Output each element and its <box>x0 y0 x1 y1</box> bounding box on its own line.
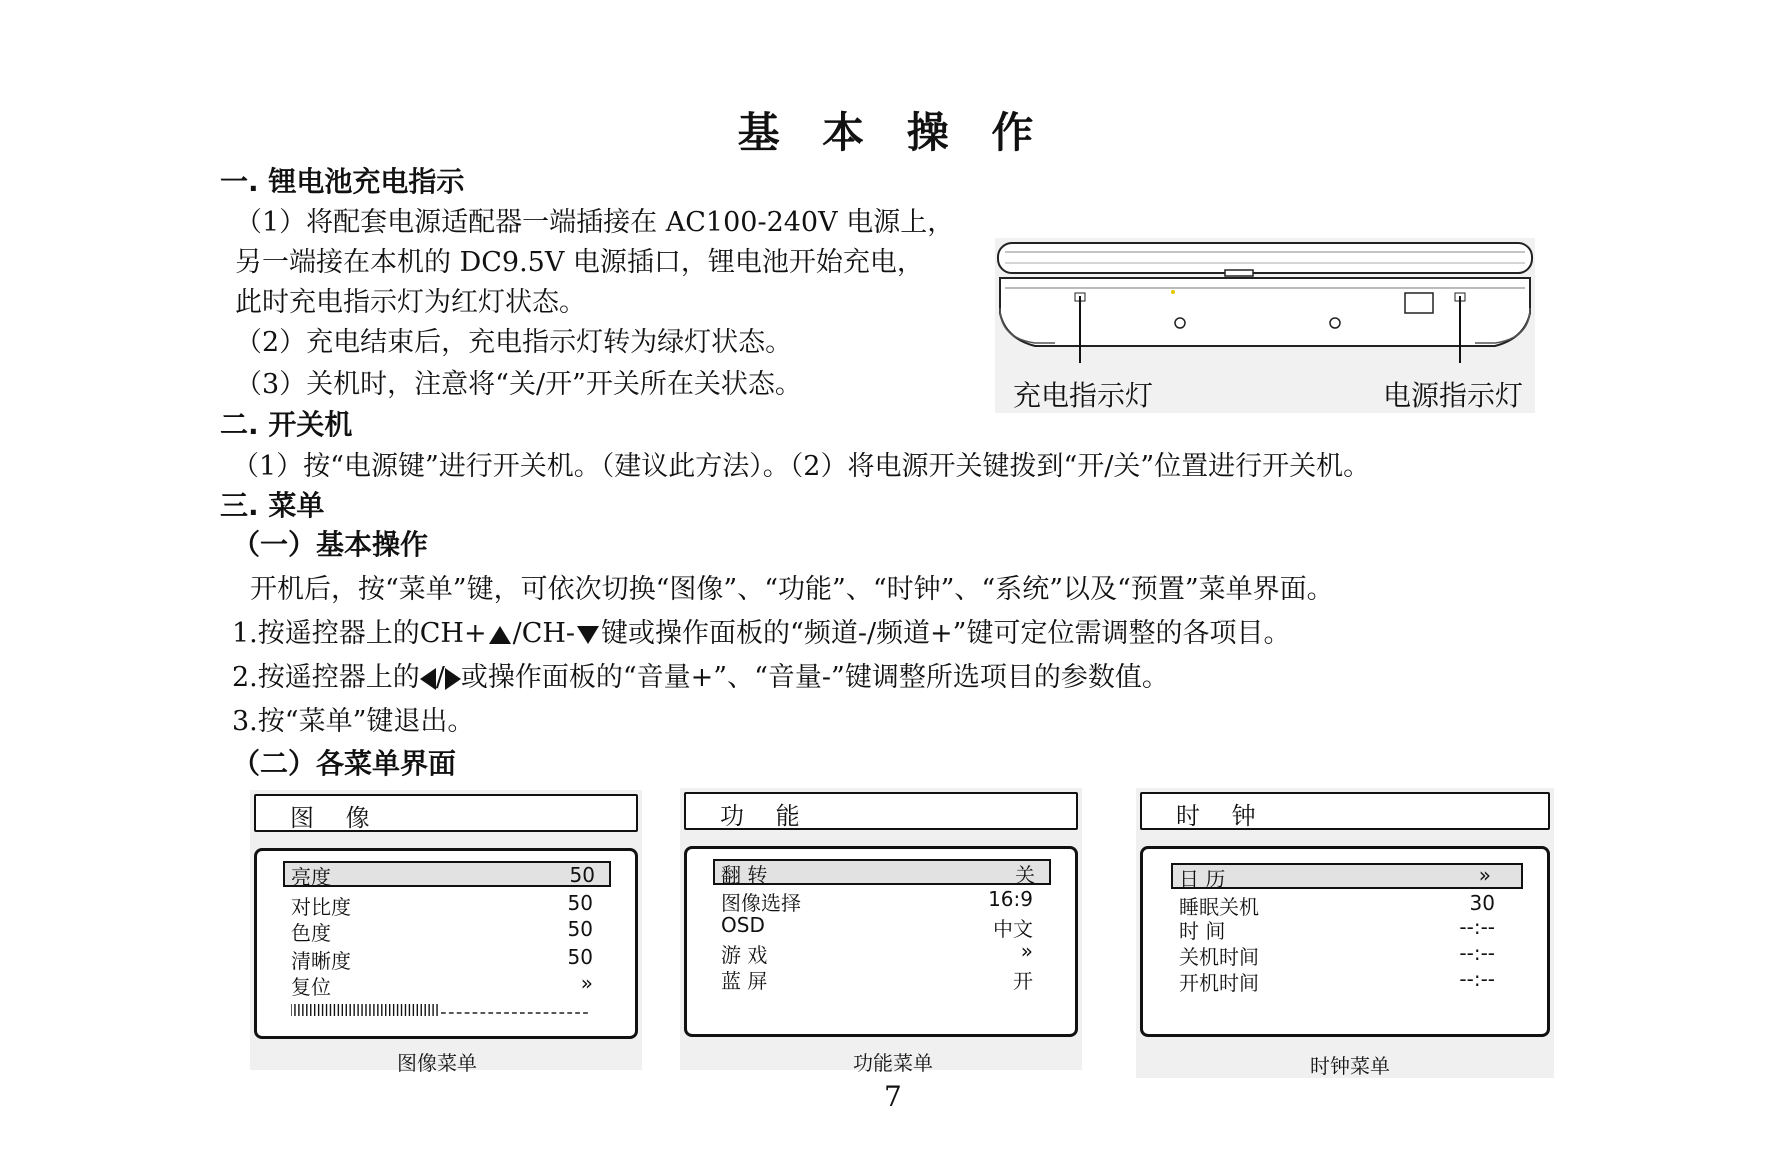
menu-row-value: 中文 <box>993 917 1033 941</box>
level-bar <box>291 1003 601 1017</box>
menu-row-value: 50 <box>569 863 595 887</box>
step-text: 或操作面板的“音量+”、“音量-”键调整所选项目的参数值。 <box>460 662 1169 693</box>
paragraph-line: 开机后，按“菜单”键，可依次切换“图像”、“功能”、“时钟”、“系统”以及“预置”菜单界面。 <box>250 574 1334 605</box>
menu-row-label: 开机时间 <box>1179 971 1259 995</box>
menu-row[interactable] <box>721 887 1033 915</box>
step-3: 3.按“菜单”键退出。 <box>232 706 475 737</box>
menu-header <box>1140 792 1550 830</box>
step-text: /CH- <box>512 618 576 649</box>
menu-row[interactable] <box>1179 891 1495 919</box>
section-heading-battery: 一. 锂电池充电指示 <box>220 165 465 198</box>
menu-row-value: --:-- <box>1459 915 1495 939</box>
menu-row-value: » <box>1020 939 1033 963</box>
menu-row-value: » <box>1478 863 1491 887</box>
image-menu-caption: 图像菜单 <box>397 1051 477 1075</box>
menu-row[interactable] <box>291 971 593 999</box>
menu-header-title: 图 像 <box>290 804 382 832</box>
menu-row-label: OSD <box>721 913 765 937</box>
menu-header <box>254 794 638 832</box>
menu-row-label: 色度 <box>291 921 331 945</box>
function-menu <box>680 788 1082 1070</box>
paragraph-line: 另一端接在本机的 DC9.5V 电源插口，锂电池开始充电， <box>235 247 924 278</box>
step-text: / <box>435 662 445 693</box>
menu-row-value: 关 <box>1015 863 1035 887</box>
menu-header-title: 功 能 <box>720 802 812 830</box>
menu-row[interactable] <box>1179 941 1495 969</box>
menu-row-label: 清晰度 <box>291 949 351 973</box>
paragraph-line: （3）关机时，注意将“关/开”开关所在关状态。 <box>235 369 802 400</box>
menu-row-value: » <box>580 971 593 995</box>
step-text: 2.按遥控器上的 <box>232 662 420 693</box>
menu-row[interactable] <box>291 917 593 945</box>
menu-row-label: 日 历 <box>1179 867 1226 891</box>
subsection-menu-screens: （二）各菜单界面 <box>232 747 457 780</box>
menu-row-label: 复位 <box>291 975 331 999</box>
menu-row-value: 16:9 <box>988 887 1033 911</box>
power-indicator-label: 电源指示灯 <box>1383 379 1524 412</box>
menu-header <box>684 792 1078 830</box>
step-text: 键或操作面板的“频道-/频道+”键可定位需调整的各项目。 <box>601 618 1291 649</box>
menu-row[interactable] <box>721 939 1033 967</box>
paragraph-line: （2）充电结束后，充电指示灯转为绿灯状态。 <box>235 327 793 358</box>
section-heading-menu: 三. 菜单 <box>220 489 325 522</box>
menu-row-label: 图像选择 <box>721 891 801 915</box>
step-2 <box>232 655 1169 694</box>
paragraph-line: 此时充电指示灯为红灯状态。 <box>235 287 586 318</box>
menu-row-label: 关机时间 <box>1179 945 1259 969</box>
triangle-down-icon <box>577 626 599 644</box>
triangle-up-icon <box>489 626 511 644</box>
section-heading-power: 二. 开关机 <box>220 408 353 441</box>
charge-indicator-label: 充电指示灯 <box>1013 379 1154 412</box>
menu-row-value: 50 <box>567 945 593 969</box>
menu-row-label: 对比度 <box>291 895 351 919</box>
menu-row-label: 亮度 <box>291 865 331 889</box>
menu-row-selected[interactable] <box>283 861 611 887</box>
menu-row-label: 时 间 <box>1179 919 1226 943</box>
clock-menu-caption: 时钟菜单 <box>1310 1054 1390 1078</box>
menu-row[interactable] <box>1179 915 1495 943</box>
menu-body <box>684 846 1078 1037</box>
menu-row-selected[interactable] <box>713 859 1051 885</box>
menu-row[interactable] <box>291 945 593 973</box>
function-menu-caption: 功能菜单 <box>853 1051 933 1075</box>
menu-row[interactable] <box>291 891 593 919</box>
menu-row-value: --:-- <box>1459 967 1495 991</box>
image-menu <box>250 790 642 1070</box>
step-1 <box>232 611 1290 650</box>
step-text: 1.按遥控器上的CH+ <box>232 618 487 649</box>
menu-row-value: --:-- <box>1459 941 1495 965</box>
menu-row-label: 游 戏 <box>721 943 768 967</box>
page-number: 7 <box>884 1080 902 1113</box>
menu-header-title: 时 钟 <box>1176 802 1268 830</box>
page-title: 基 本 操 作 <box>737 108 1048 157</box>
menu-row[interactable] <box>721 913 1033 941</box>
menu-row-label: 蓝 屏 <box>721 969 768 993</box>
menu-row-value: 开 <box>1013 969 1033 993</box>
menu-row-value: 50 <box>567 917 593 941</box>
menu-row-selected[interactable] <box>1171 863 1523 889</box>
menu-row-label: 翻 转 <box>721 863 768 887</box>
subsection-basic-operation: （一）基本操作 <box>232 528 429 561</box>
triangle-right-icon <box>445 668 461 690</box>
paragraph-line: （1）将配套电源适配器一端插接在 AC100-240V 电源上， <box>235 207 955 238</box>
menu-body <box>1140 846 1550 1037</box>
menu-body <box>254 848 638 1039</box>
menu-row-value: 50 <box>567 891 593 915</box>
triangle-left-icon <box>420 668 436 690</box>
clock-menu <box>1136 788 1554 1078</box>
menu-row[interactable] <box>1179 967 1495 995</box>
menu-row-value: 30 <box>1469 891 1495 915</box>
paragraph-line: （1）按“电源键”进行开关机。（建议此方法）。（2）将电源开关键拨到“开/关”位置进行开关机。 <box>232 451 1371 482</box>
menu-row-label: 睡眠关机 <box>1179 895 1259 919</box>
menu-row[interactable] <box>721 965 1033 993</box>
